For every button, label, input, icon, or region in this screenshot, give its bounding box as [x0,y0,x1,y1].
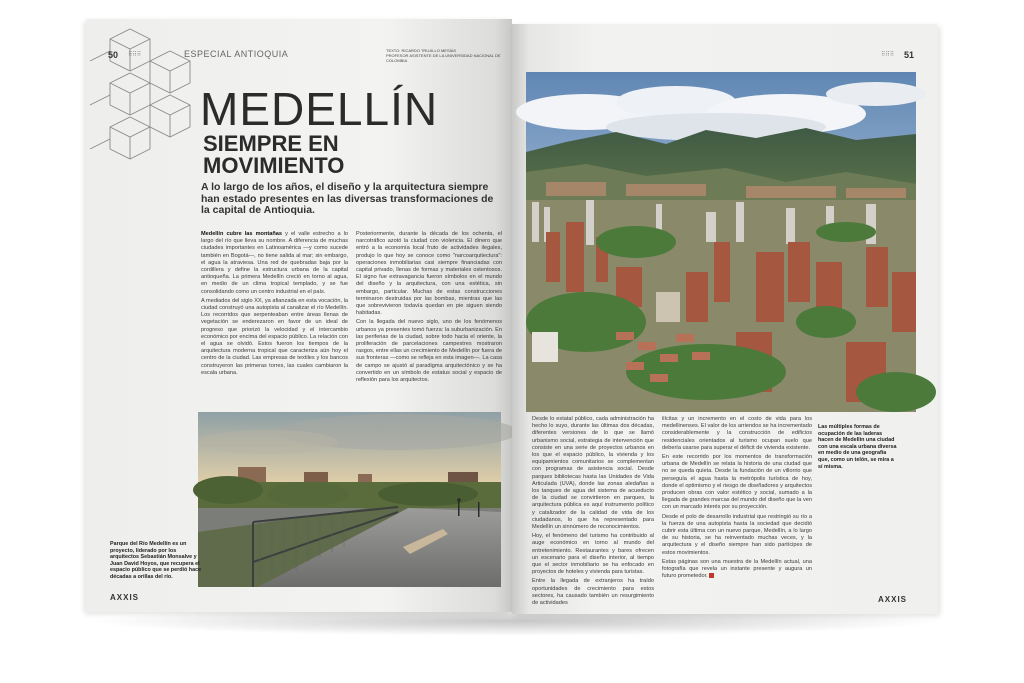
paragraph [662,559,812,581]
paragraph: Entre la llegada de extranjeros ha traído oportunidades de crecimiento para estos sectores, ha causado también un resurgimiento de actividades [532,578,654,607]
paragraph: ilícitas y un incremento en el costo de vida para los medellinenses. El valor de los arriendos se ha incrementado considerablemente y la construcción de edificios residenciales orientados al turismo ocupan suelo que debería usarse para superar el déficit de vivienda existente. [662,416,812,451]
article-lede: A lo largo de los años, el diseño y la arquitectura siempre han estado presentes en las diversas transformaciones de la capital de Antioquia. [201,181,494,216]
paragraph-text: y el valle estrecho a lo largo del río que lleva su nombre. A diferencia de muchas ciudades importantes en Latinoamérica —y como sucede también en Bogotá—, no tiene salida al mar; sin embargo, el agua la atraviesa. Una red de quebradas baja por la cordillera y define la estructura urbana de la capital antioqueña. La primera Medellín creció en torno al agua, en medio de un clima tropical templado, y se fue consolidando como un centro industrial en el país. [201,231,348,295]
byline-affiliation: PROFESOR ASISTENTE DE LA UNIVERSIDAD NACIONAL DE COLOMBIA [386,53,501,63]
body-column-4 [662,416,812,598]
paragraph [201,231,348,296]
brand-footer-right: AXXIS [878,595,908,604]
article-subtitle [203,133,344,177]
paragraph: Con la llegada del nuevo siglo, uno de los fenómenos urbanos ya presentes tomó fuerza: la suburbanización. En las periferias de la ciudad, sobre todo hacia el oriente, la proliferación de parcelaciones campestres mostraron rasgos, entre ellas un crecimiento de Medellín por fuera de sus fronteras —como se refleja en esta imagen—. La casa de campo se ajustó al paradigma arquitectónico y se ha convertido en un símbolo de estatus social y espacio de reflexión para los arquitectos. [356,319,502,384]
body-column-1 [201,231,348,414]
page-number-left: 50 [108,50,119,60]
brand-footer-left: AXXIS [110,593,140,602]
paragraph: Hoy, el fenómeno del turismo ha contribuido al auge económico en torno al mundo del entretenimiento. Restaurantes y bares ofrecen un escenario para el diseño interior, al tiempo que el sector inmobiliario se ha enfocado en proyectos de hoteles y vivienda para turistas. [532,533,654,576]
body-column-2 [356,231,502,419]
photo-caption: Parque del Río Medellín es un proyecto, liderado por los arquitectos Sebastián Monsalve y Juan David Hoyos, que recupera el espacio público que se perdió hace décadas a orillas del río. [110,541,202,580]
left-page [86,19,512,612]
paragraph: Posteriormente, durante la década de los ochenta, el narcotráfico azotó la ciudad con violencia. El dinero que entró a la economía local fruto de actividades ilegales, produjo lo que hoy se conoce como "narcoarquitectura": operaciones inmobiliarias casi siempre financiadas con capital privado, llenas de formas y materiales ostentosos. El signo fue extravagancia fueron símbolos en el mundo del diseño y la arquitectura, con una estética, sin embargo, particular. Muchas de estas construcciones terminaron destruidas por las bombas, mientras que las que sobrevivieron todavía quedan en pie siguen siendo habitadas. [356,231,502,317]
right-page [512,24,938,614]
body-column-3 [532,416,654,607]
paragraph-text: Estas páginas son una muestra de la Medellín actual, una fotografía que revela un instante presente y augura un futuro prometedor. [662,558,812,580]
subtitle-line-1: SIEMPRE EN [203,131,339,156]
subtitle-line-2: MOVIMIENTO [203,153,345,178]
paragraph: En este recorrido por los momentos de transformación urbana de Medellín se relata la historia de una ciudad que no se queda quieta. Desde la fundación de un villorrio que perseguía el agua hasta la metrópolis turística de hoy, donde el optimismo y el riesgo de diseñadores y arquitectos producen obras con valor estético y social, sumado a la llegada de grandes marcas del mundo del diseño que la ven con un marcado interés por su proyección. [662,454,812,511]
page-number-right: 51 [904,50,915,60]
paragraph: A mediados del siglo XX, ya afianzada en esta vocación, la ciudad construyó una autopista al canalizar el río Medellín. Los recorridos que serpenteaban entre áreas llenas de vegetación se enderezaron en favor de un ideal de progreso que priorizó la velocidad y el intercambio económico por encima del espacio público. La relación con el agua se olvidó. Estos fueron los tiempos de la arquitectura moderna tropical que caracteriza aún hoy el centro de la ciudad. Las empresas de textiles y los bancos construyeron las primeras torres, las cuales cambiaron la escala urbana. [201,297,348,376]
byline [386,48,512,63]
article-title: MEDELLÍN [200,83,439,135]
end-mark-icon [709,573,714,578]
lead-in: Medellín cubre las montañas [201,231,283,237]
dot-grid-icon: ⠿⠿⠿ [128,52,142,58]
paragraph: Desde lo estatal público, cada administración ha hecho lo suyo, durante las últimas dos décadas, diferentes versiones de lo que se llamó urbanismo social, estrategia de intervención que consiste en una serie de proyectos urbanos en los que el espacio público, la vivienda y los equipamientos comunitarios se complementan con programas de asistencia social. Desde parques bibliotecas hasta las Unidades de Vida Articulada (UVA), donde las zonas aledañas a los tanques de agua del sistema de acueducto de la ciudad se convirtieron en parques, la arquitectura pública es aquí instrumento político y catalizador de la calidad de vida de los ciudadanos, lo que ha representado para Medellín un sinnúmero de reconocimientos. [532,416,654,531]
city-panorama-photo [526,72,916,412]
section-label: ESPECIAL ANTIOQUIA [184,49,289,59]
dot-grid-icon: ⠿⠿⠿ [881,52,895,58]
paragraph: Desde el polo de desarrollo industrial que restringió su río a la fuerza de una autopista hasta la sociedad que decidió cubrir esta última con un nuevo parque, Medellín, a lo largo de su historia, se ha reinventado muchas veces, y la arquitectura y el diseño siempre han sido partícipes de estos movimientos. [662,513,812,556]
sidebar-caption: Las múltiples formas de ocupación de las laderas hacen de Medellín una ciudad con una escala urbana diversa en medio de una geografía que, como un telón, se mira a sí misma. [818,424,897,470]
river-park-photo [198,412,501,587]
byline-author: TEXTO: RICARDO TRUJILLO MESÍAS [386,48,457,53]
